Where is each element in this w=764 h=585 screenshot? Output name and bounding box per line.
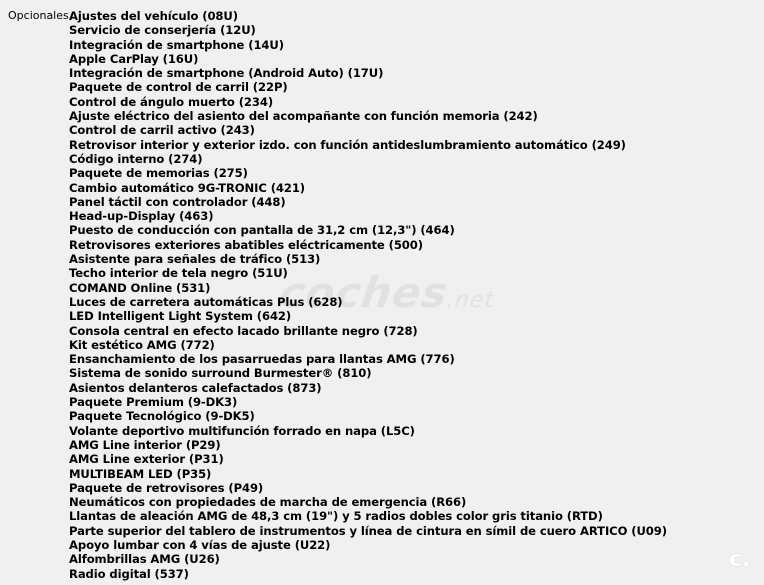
option-item: Parte superior del tablero de instrumentos y línea de cintura en símil de cuero ARTICO (U09) xyxy=(69,523,667,538)
option-item: Retrovisores exteriores abatibles eléctricamente (500) xyxy=(69,237,423,252)
option-item: Paquete de control de carril (22P) xyxy=(69,80,288,95)
watermark-text: coches xyxy=(276,268,452,317)
option-item: Control de carril activo (243) xyxy=(69,123,255,138)
option-item: Volante deportivo multifunción forrado en napa (L5C) xyxy=(69,423,415,438)
option-item: Consola central en efecto lacado brillante negro (728) xyxy=(69,323,418,338)
option-item: Integración de smartphone (Android Auto) (17U) xyxy=(69,66,384,81)
option-item: Cambio automático 9G-TRONIC (421) xyxy=(69,180,306,195)
option-item: Llantas de aleación AMG de 48,3 cm (19") y 5 radios dobles color gris titanio (RTD) xyxy=(69,509,603,524)
option-item: Código interno (274) xyxy=(69,151,203,166)
option-item: COMAND Online (531) xyxy=(69,280,211,295)
option-item: Apple CarPlay (16U) xyxy=(69,51,199,66)
option-item: Luces de carretera automáticas Plus (628) xyxy=(69,294,343,309)
option-item: Asientos delanteros calefactados (873) xyxy=(69,380,322,395)
option-item: Panel táctil con controlador (448) xyxy=(69,194,286,209)
option-item: Retrovisor interior y exterior izdo. con función antideslumbramiento automático (249) xyxy=(69,137,626,152)
option-item: Control de ángulo muerto (234) xyxy=(69,94,274,109)
option-item: Asistente para señales de tráfico (513) xyxy=(69,252,321,267)
section-label: Opcionales xyxy=(8,9,69,22)
option-item: AMG Line exterior (P31) xyxy=(69,452,224,467)
option-item: Paquete Premium (9-DK3) xyxy=(69,395,238,410)
option-item: Integración de smartphone (14U) xyxy=(69,37,284,52)
option-item: Ensanchamiento de los pasarruedas para llantas AMG (776) xyxy=(69,352,455,367)
option-item: Servicio de conserjería (12U) xyxy=(69,23,256,38)
option-item: Puesto de conducción con pantalla de 31,2 cm (12,3") (464) xyxy=(69,223,455,238)
option-item: Sistema de sonido surround Burmester® (810) xyxy=(69,366,372,381)
option-item: Alfombrillas AMG (U26) xyxy=(69,552,220,567)
option-item: Kit estético AMG (772) xyxy=(69,337,215,352)
watermark-logo xyxy=(277,268,499,317)
option-item: Paquete de retrovisores (P49) xyxy=(69,480,264,495)
option-item: Apoyo lumbar con 4 vías de ajuste (U22) xyxy=(69,537,331,552)
option-item: Ajuste eléctrico del asiento del acompañante con función memoria (242) xyxy=(69,109,538,124)
option-item: Ajustes del vehículo (08U) xyxy=(69,9,238,23)
option-item: MULTIBEAM LED (P35) xyxy=(69,466,212,481)
option-item: Neumáticos con propiedades de marcha de emergencia (R66) xyxy=(69,495,467,510)
watermark-domain: .net xyxy=(445,288,496,313)
option-item: Paquete Tecnológico (9-DK5) xyxy=(69,409,255,424)
option-item: Paquete de memorias (275) xyxy=(69,166,248,181)
option-item: Head-up-Display (463) xyxy=(69,209,214,224)
option-item: Radio digital (537) xyxy=(69,566,189,581)
option-item: Techo interior de tela negro (51U) xyxy=(69,266,288,281)
corner-logo: c. xyxy=(729,547,751,572)
option-item: LED Intelligent Light System (642) xyxy=(69,309,292,324)
option-item: AMG Line interior (P29) xyxy=(69,437,221,452)
